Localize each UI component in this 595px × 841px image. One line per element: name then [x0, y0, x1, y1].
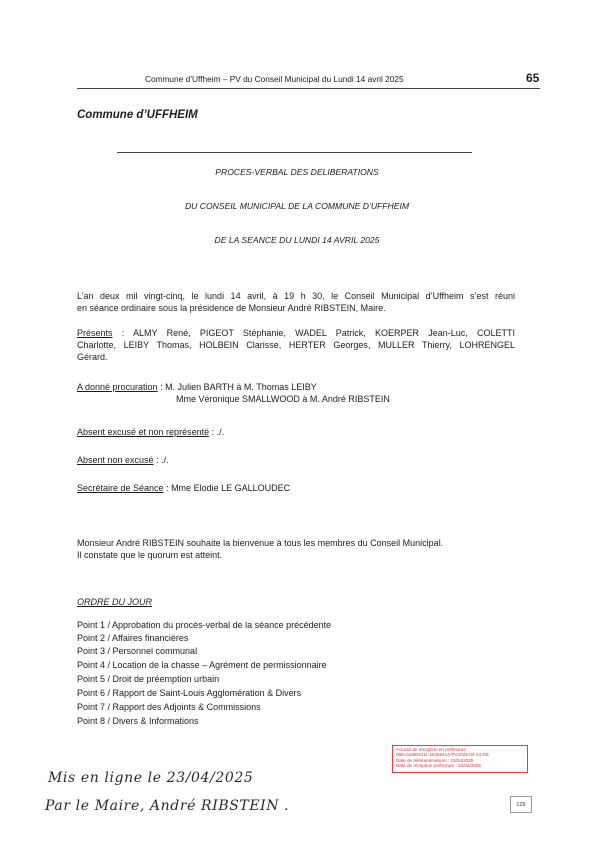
procuration-line-2: Mme Véronique SMALLWOOD à M. André RIBSTEIN — [176, 394, 390, 404]
procuration-line-1: A donné procuration : M. Julien BARTH à M. Thomas LEIBY — [77, 382, 317, 392]
presents-line-1: Présents : ALMY René, PIGEOT Stéphanie, WADEL Patrick, KOERPER Jean-Luc, COLETTI — [77, 328, 515, 338]
agenda-point-5: Point 5 / Droit de préemption urbain — [77, 674, 220, 684]
agenda-point-2: Point 2 / Affaires financières — [77, 633, 189, 643]
agenda-point-4: Point 4 / Location de la chasse – Agrément de permissionnaire — [77, 660, 327, 670]
header-rule — [77, 88, 540, 89]
presents-label: Présents — [77, 328, 113, 338]
welcome-line-2: Il constate que le quorum est atteint. — [77, 550, 223, 560]
agenda-point-8: Point 8 / Divers & Informations — [77, 716, 199, 726]
doc-title-1: PROCES-VERBAL DES DELIBERATIONS — [215, 167, 379, 177]
procuration-label: A donné procuration — [77, 382, 158, 392]
commune-name: Commune d’UFFHEIM — [77, 109, 198, 121]
prefecture-stamp — [392, 745, 528, 773]
secretaire-seance: Secrétaire de Séance : Mme Elodie LE GALLOUDEC — [77, 483, 291, 493]
handwritten-line-1: Mis en ligne le 23/04/2025 — [48, 770, 254, 786]
reference-box: 129 — [510, 796, 532, 813]
absent-excuse: Absent excusé et non représenté : ./. — [77, 427, 225, 437]
agenda-point-6: Point 6 / Rapport de Saint-Louis Agglomération & Divers — [77, 688, 302, 698]
presents-line-2: Charlotte, LEIBY Thomas, HOLBEIN Clarisse, HERTER Georges, MULLER Thierry, LOHRENGEL — [77, 340, 515, 350]
welcome-line-1: Monsieur André RIBSTEIN souhaite la bienvenue à tous les membres du Conseil Municipal. — [77, 538, 444, 548]
doc-title-2: DU CONSEIL MUNICIPAL DE LA COMMUNE D’UFFHEIM — [184, 201, 410, 211]
intro-paragraph — [77, 290, 515, 314]
handwritten-line-2: Par le Maire, André RIBSTEIN . — [45, 798, 290, 814]
page-number: 65 — [526, 71, 540, 85]
stamp-line-1: Accusé de réception en préfecture — [396, 747, 466, 752]
agenda-point-7: Point 7 / Rapport des Adjoints & Commissions — [77, 702, 261, 712]
procuration-block — [77, 381, 515, 405]
stamp-line-4: Date de réception préfecture : 22/04/2025 — [396, 763, 482, 769]
absent-non-excuse: Absent non excusé : ./. — [77, 455, 169, 465]
presents-line-3: Gérard. — [77, 352, 108, 362]
intro-line-2: en séance ordinaire sous la présidence de Monsieur André RIBSTEIN, Maire. — [77, 303, 386, 313]
running-header: Commune d’Uffheim – PV du Conseil Municipal du Lundi 14 avril 2025 — [145, 74, 404, 84]
agenda-point-1: Point 1 / Approbation du procès-verbal de la séance précédente — [77, 620, 332, 630]
presents-block — [77, 327, 515, 363]
welcome-paragraph — [77, 537, 515, 561]
stamp-line-3: Date de télétransmission : 22/04/2025 — [396, 757, 474, 763]
stamp-line-2: 068-216803411-20250414-PV2025-04-14-DE — [396, 752, 489, 758]
agenda-point-3: Point 3 / Personnel communal — [77, 646, 198, 656]
title-rule — [117, 152, 472, 153]
intro-line-1: L’an deux mil vingt-cinq, le lundi 14 avril, à 19 h 30, le Conseil Municipal d’Uffheim s’est réuni — [77, 291, 515, 301]
doc-title-3: DE LA SEANCE DU LUNDI 14 AVRIL 2025 — [214, 235, 380, 245]
ordre-du-jour-heading: ORDRE DU JOUR — [77, 597, 153, 607]
